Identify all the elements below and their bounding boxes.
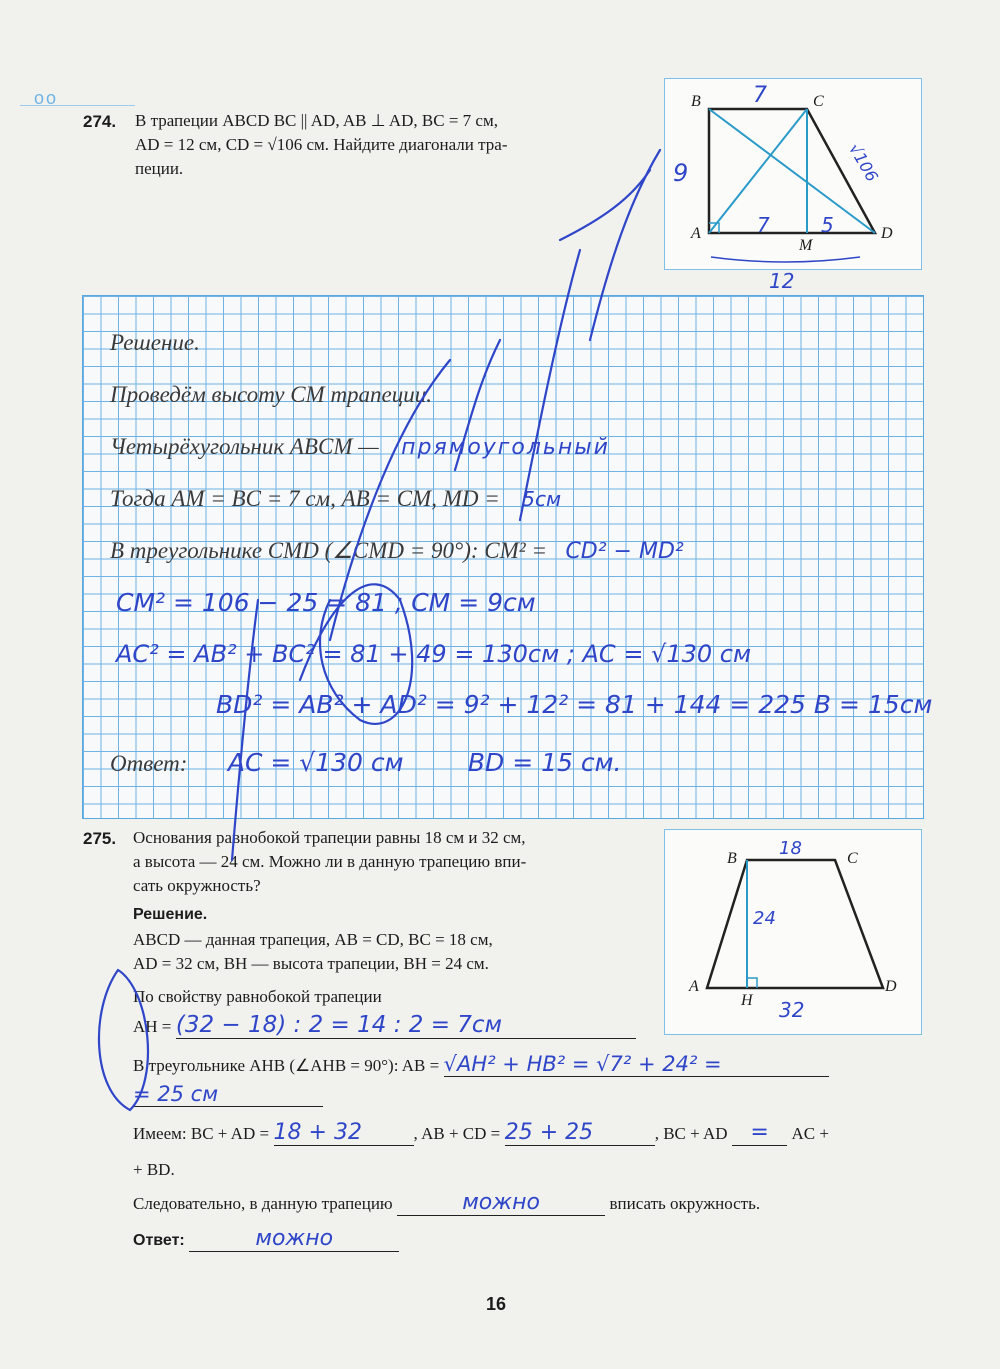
fig275-hw-bc: 18 bbox=[779, 838, 802, 859]
problem-275-text bbox=[133, 826, 643, 898]
problem-275-s7-b: , AB + CD = bbox=[413, 1124, 501, 1143]
problem-275-answer-hw: можно bbox=[189, 1226, 399, 1252]
figure-274 bbox=[664, 78, 922, 293]
problem-275-answer-label: Ответ: bbox=[133, 1232, 185, 1249]
problem-274-line3: пеции. bbox=[135, 159, 184, 178]
solution-274-answer bbox=[110, 748, 621, 777]
fig274-hw-am: 7 bbox=[757, 213, 770, 237]
problem-275-s8: + BD. bbox=[133, 1160, 175, 1179]
problem-275-s5-prefix: В треугольнике AHB (∠AHB = 90°): AB = bbox=[133, 1056, 440, 1075]
header-dots: oo bbox=[34, 88, 59, 108]
problem-274-line1: В трапеции ABCD BC || AD, AB ⊥ AD, BC = 7 см, bbox=[135, 111, 498, 130]
fig274-label-M: M bbox=[799, 237, 813, 254]
solution-274-answer-label: Ответ: bbox=[110, 751, 188, 776]
fig274-hw-ab: 9 bbox=[673, 159, 689, 187]
solution-274-heading: Решение. bbox=[110, 330, 200, 355]
fig275-label-C: C bbox=[847, 850, 858, 867]
problem-275-s4 bbox=[133, 1012, 653, 1039]
fig274-hw-bc: 7 bbox=[753, 83, 767, 108]
problem-275-solution-heading: Решение. bbox=[133, 906, 208, 923]
problem-275-s2: AD = 32 см, BH — высота трапеции, BH = 24 см. bbox=[133, 954, 489, 973]
problem-274-line2: AD = 12 см, CD = √106 см. Найдите диагонали тра- bbox=[135, 135, 508, 154]
solution-274-line1: Проведём высоту CM трапеции. bbox=[110, 382, 433, 407]
problem-275-number: 275. bbox=[83, 829, 117, 848]
problem-274-number: 274. bbox=[83, 112, 117, 131]
fig275-label-D: D bbox=[885, 978, 897, 995]
solution-274-line3-prefix: Тогда AM = BC = 7 см, AB = CM, MD = bbox=[110, 486, 500, 511]
fig274-label-B: B bbox=[691, 93, 701, 110]
problem-275-answer bbox=[133, 1226, 399, 1252]
solution-274-answer-hw2: BD = 15 см. bbox=[467, 748, 622, 777]
problem-275-s7-hw2: 25 + 25 bbox=[505, 1120, 655, 1146]
fig275-label-A: A bbox=[689, 978, 699, 995]
problem-275-s7-d: AC + bbox=[791, 1124, 829, 1143]
fig274-label-A: A bbox=[691, 225, 701, 242]
problem-275-s7-hw3: = bbox=[732, 1120, 787, 1146]
fig274-hw-md: 5 bbox=[821, 213, 834, 237]
solution-274-answer-hw1: AC = √130 см bbox=[227, 748, 404, 777]
problem-275-s5 bbox=[133, 1052, 923, 1078]
solution-274-hw-line7: BD² = AB² + AD² = 9² + 12² = 81 + 144 = 225 B = 15см bbox=[216, 690, 933, 719]
problem-275-s9-hw: можно bbox=[397, 1190, 605, 1216]
problem-275-s6-hw: = 25 см bbox=[133, 1082, 323, 1107]
problem-275-s9-b: вписать окружность. bbox=[609, 1194, 761, 1213]
problem-275-s9-a: Следовательно, в данную трапецию bbox=[133, 1194, 393, 1213]
solution-274-line3 bbox=[110, 486, 561, 512]
problem-275-line2: а высота — 24 см. Можно ли в данную трапецию впи- bbox=[133, 852, 527, 871]
problem-275-s4-prefix: AH = bbox=[133, 1017, 172, 1036]
fig275-hw-ad: 32 bbox=[779, 998, 805, 1022]
fig275-label-H: H bbox=[741, 992, 753, 1009]
problem-275-s7-a: Имеем: BC + AD = bbox=[133, 1124, 270, 1143]
problem-275-s7-c: , BC + AD bbox=[654, 1124, 728, 1143]
fig275-label-B: B bbox=[727, 850, 737, 867]
fig274-hw-cd: √106 bbox=[844, 140, 882, 185]
problem-275-s7-hw1: 18 + 32 bbox=[274, 1120, 414, 1146]
solution-274-line2-prefix: Четырёхугольник ABCM — bbox=[110, 434, 379, 459]
solution-274-line2-hw: прямоугольный bbox=[401, 435, 610, 460]
solution-274-line2 bbox=[110, 434, 610, 460]
problem-275-s3: По свойству равнобокой трапеции bbox=[133, 987, 382, 1006]
solution-274-hw-line6: AC² = AB² + BC² = 81 + 49 = 130см ; AC = √130 см bbox=[116, 640, 752, 668]
problem-275-s7 bbox=[133, 1120, 933, 1146]
solution-274-line4-prefix: В треугольнике CMD (∠CMD = 90°): CM² = bbox=[110, 538, 547, 563]
fig275-hw-bh: 24 bbox=[753, 908, 776, 929]
solution-274-line4-hw: CD² − MD² bbox=[565, 539, 684, 564]
page-number: 16 bbox=[486, 1294, 507, 1314]
fig274-label-D: D bbox=[881, 225, 893, 242]
solution-274-hw-line5: CM² = 106 − 25 = 81 ; CM = 9см bbox=[116, 588, 536, 617]
problem-275-s1: ABCD — данная трапеция, AB = CD, BC = 18 см, bbox=[133, 930, 493, 949]
fig274-label-C: C bbox=[813, 93, 824, 110]
problem-275-line1: Основания равнобокой трапеции равны 18 см и 32 см, bbox=[133, 828, 526, 847]
problem-275-s4-hw: (32 − 18) : 2 = 14 : 2 = 7см bbox=[176, 1012, 636, 1039]
problem-274-text bbox=[135, 109, 645, 181]
problem-275-s5-hw: √AH² + HB² = √7² + 24² = bbox=[444, 1052, 829, 1077]
fig274-hw-ad: 12 bbox=[769, 269, 795, 293]
solution-274-line4 bbox=[110, 538, 684, 564]
header-decoration bbox=[20, 88, 135, 108]
problem-275-s9 bbox=[133, 1190, 760, 1216]
figure-275 bbox=[664, 829, 922, 1035]
problem-275-line3: сать окружность? bbox=[133, 876, 261, 895]
solution-274-line3-hw: 5см bbox=[522, 487, 562, 511]
